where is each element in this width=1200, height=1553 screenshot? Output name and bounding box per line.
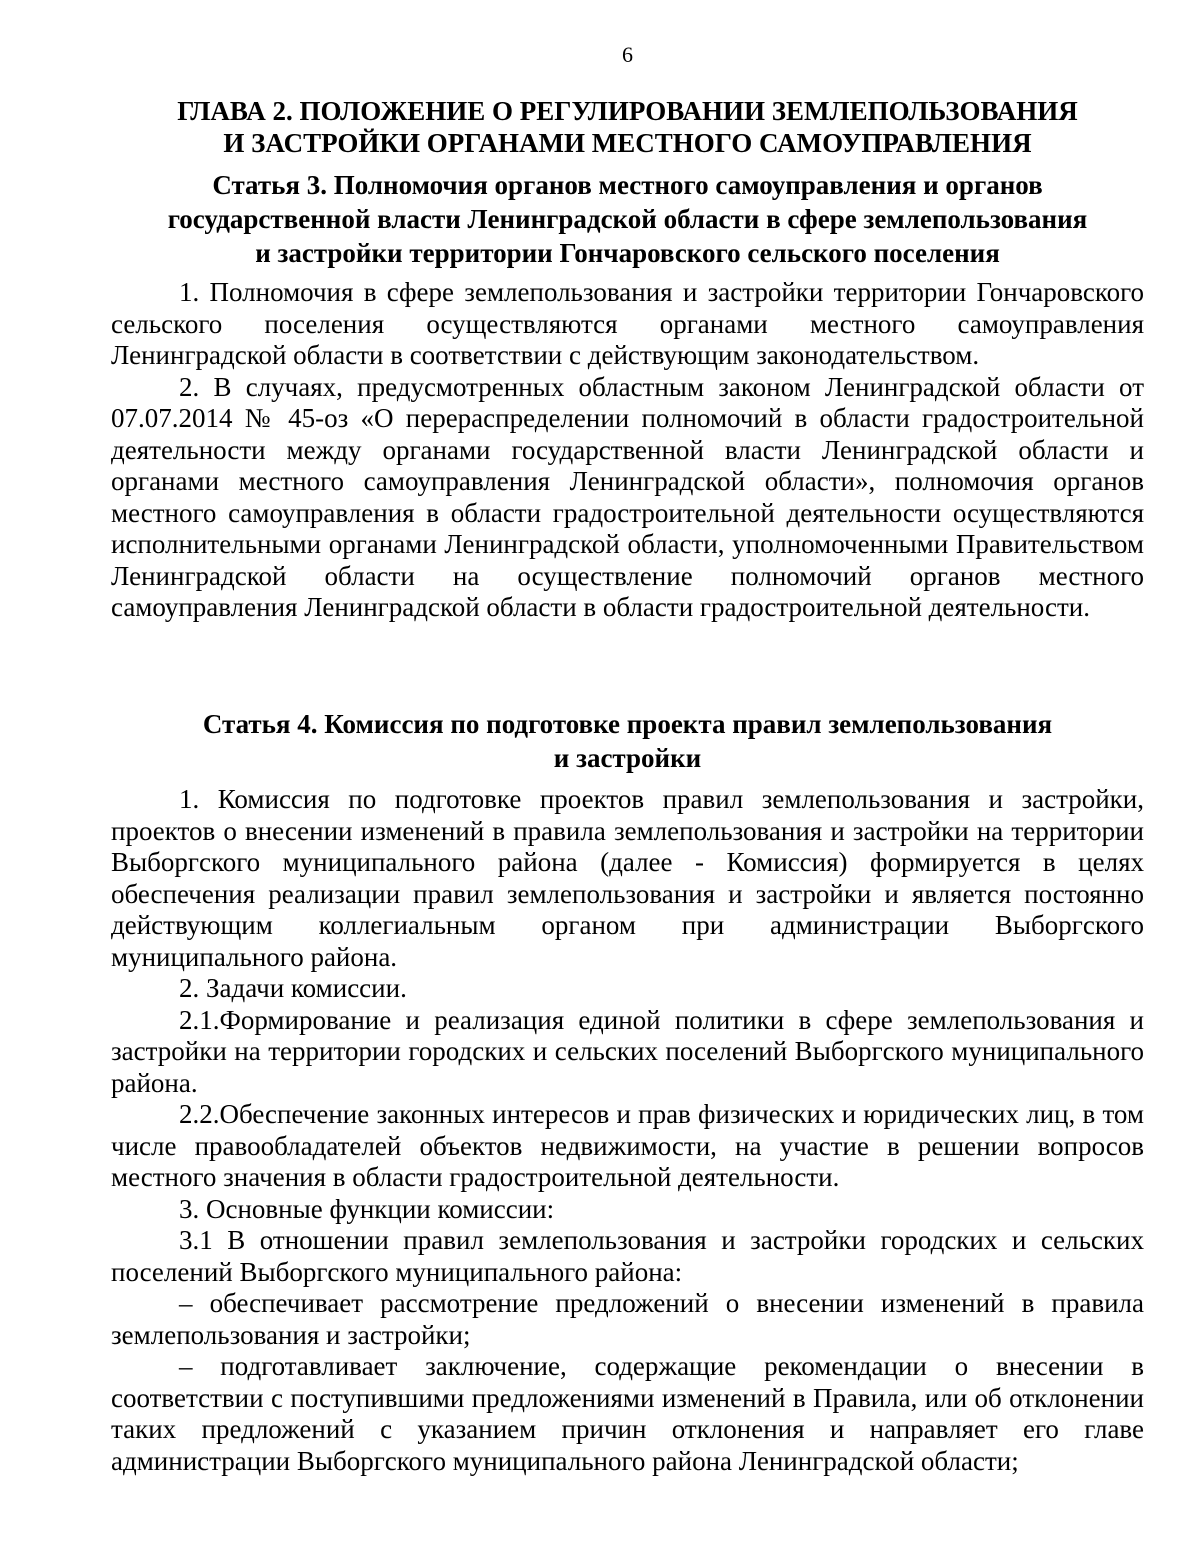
- page-number: 6: [622, 42, 633, 67]
- paragraph: 2. В случаях, предусмотренных областным законом Ленинградской области от 07.07.2014 № 45-оз «О перераспределении полномочий в области градостроительной деятельности между органами государственной власти Ленинградской области и органами местного самоуправления Ленинградской области», полномочия органов местного самоуправления в области градостроительной деятельности осуществляются исполнительными органами Ленинградской области, уполномоченными Правительством Ленинградской области на осуществление полномочий органов местного самоуправления Ленинградской области в области градостроительной деятельности.: [111, 371, 1144, 622]
- paragraph: 2. Задачи комиссии.: [179, 973, 407, 1003]
- article-3-body: [111, 277, 1144, 624]
- paragraph: 3.1 В отношении правил землепользования и застройки городских и сельских поселений Выборгского муниципального района:: [111, 1225, 1144, 1287]
- paragraph: 2.1.Формирование и реализация единой политики в сфере землепользования и застройки на территории городских и сельских поселений Выборгского муниципального района.: [111, 1004, 1144, 1098]
- list-item: – обеспечивает рассмотрение предложений о внесении изменений в правила землепользования и застройки;: [111, 1288, 1144, 1350]
- chapter-title: [111, 95, 1144, 159]
- article-title-line: Статья 3. Полномочия органов местного самоуправления и органов: [212, 170, 1043, 200]
- article-4-body: [111, 784, 1144, 1477]
- paragraph: 3. Основные функции комиссии:: [179, 1193, 555, 1224]
- article-title-line: и застройки территории Гончаровского сельского поселения: [255, 238, 1000, 268]
- chapter-title-line: ГЛАВА 2. ПОЛОЖЕНИЕ О РЕГУЛИРОВАНИИ ЗЕМЛЕПОЛЬЗОВАНИЯ: [177, 96, 1078, 126]
- article-title-line: Статья 4. Комиссия по подготовке проекта правил землепользования: [202, 709, 1053, 739]
- list-item: – подготавливает заключение, содержащие рекомендации о внесении в соответствии с поступившими предложениями изменений в Правила, или об отклонении таких предложений с указанием причин отклонения и направляет его главе администрации Выборгского муниципального района Ленинградской области;: [111, 1351, 1144, 1476]
- chapter-title-line: И ЗАСТРОЙКИ ОРГАНАМИ МЕСТНОГО САМОУПРАВЛЕНИЯ: [223, 128, 1032, 158]
- article-3-title: [111, 168, 1144, 270]
- article-title-line: и застройки: [553, 743, 702, 773]
- paragraph: 2.2.Обеспечение законных интересов и прав физических и юридических лиц, в том числе правообладателей объектов недвижимости, на участие в решении вопросов местного значения в области градостроительной деятельности.: [111, 1099, 1144, 1192]
- paragraph: 1. Комиссия по подготовке проектов правил землепользования и застройки, проектов о внесении изменений в правила землепользования и застройки на территории Выборгского муниципального района (далее - Комиссия) формируется в целях обеспечения реализации правил землепользования и застройки и является постоянно действующим коллегиальным органом при администрации Выборгского муниципального района.: [111, 784, 1144, 972]
- article-4-title: [111, 707, 1144, 775]
- article-title-line: государственной власти Ленинградской области в сфере землепользования: [167, 204, 1088, 234]
- paragraph: 1. Полномочия в сфере землепользования и застройки территории Гончаровского сельского поселения осуществляются органами местного самоуправления Ленинградской области в соответствии с действующим законодательством.: [111, 277, 1144, 370]
